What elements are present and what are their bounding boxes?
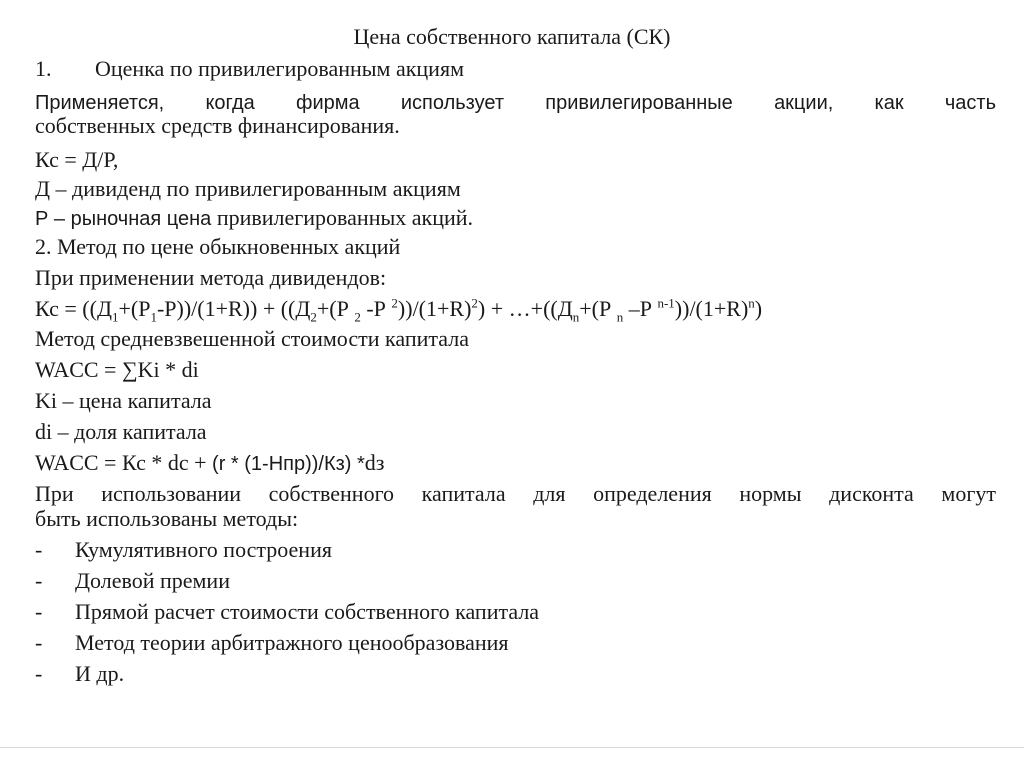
wacc-formula2-b: (r * (1-Нпр))/Кз) * [212, 453, 365, 475]
formula-superscript: 2 [471, 295, 478, 311]
wacc-formula1: WACC = ∑Ki * di [35, 357, 199, 382]
wacc-formula2-a: WACC = Кс * dс + [35, 450, 213, 475]
section1-heading [35, 56, 464, 82]
def-p-suffix: привилегированных акций. [211, 205, 474, 230]
formula-part: +(Р [118, 296, 151, 321]
list-item-text: Прямой расчет стоимости собственного капитала [75, 599, 540, 624]
formula-superscript: 2 [391, 295, 398, 311]
formula-part: ))/(1+R) [674, 296, 749, 321]
formula-part: +(Р [316, 296, 355, 321]
section1-intro-line1: Применяется, когда фирма использует привилегированные акции, как часть [35, 92, 996, 114]
wacc-def-ki: Ki – цена капитала [35, 388, 212, 413]
formula-subscript: 1 [150, 309, 157, 325]
formula-part: ))/(1+R) [397, 296, 472, 321]
list-item-text: И др. [75, 661, 125, 686]
bullet-dash: - [35, 599, 43, 624]
wacc-formula2-c: dз [364, 450, 385, 475]
section1-heading-text: Оценка по привилегированным акциям [95, 56, 464, 81]
wacc-def-di: di – доля капитала [35, 419, 207, 444]
formula-part: Кс = ((Д [35, 296, 112, 321]
section1-formula: Кс = Д/Р, [35, 147, 119, 172]
section1-def-p [35, 205, 473, 232]
section1-intro-line2: собственных средств финансирования. [35, 113, 400, 138]
wacc-heading: Метод средневзвешенной стоимости капитала [35, 326, 469, 351]
bullet-dash: - [35, 537, 43, 562]
slide-title: Цена собственного капитала (СК) [353, 24, 671, 49]
wacc-formula2 [35, 450, 385, 477]
formula-subscript: 2 [310, 309, 317, 325]
bullet-dash: - [35, 661, 43, 686]
methods-list-item [35, 599, 539, 625]
section1-def-d: Д – дивиденд по привилегированным акциям [35, 176, 461, 201]
formula-part: -Р))/(1+R)) + ((Д [156, 296, 311, 321]
formula-part: ) [754, 296, 763, 321]
formula-part: -Р [360, 296, 392, 321]
formula-superscript: n [748, 295, 755, 311]
section2-heading: 2. Метод по цене обыкновенных акций [35, 234, 401, 259]
formula-subscript: n [572, 309, 580, 325]
formula-part: ) + …+((Д [477, 296, 573, 321]
dividends-intro: При применении метода дивидендов: [35, 265, 387, 290]
methods-list-item [35, 630, 509, 656]
methods-list-item [35, 537, 332, 563]
section1-number: 1. [35, 56, 52, 81]
formula-subscript: n [616, 309, 624, 325]
methods-list-item [35, 568, 230, 594]
list-item-text: Метод теории арбитражного ценообразования [75, 630, 509, 655]
methods-intro-line2: быть использованы методы: [35, 506, 299, 531]
bullet-dash: - [35, 630, 43, 655]
formula-subscript: 1 [111, 309, 119, 325]
bottom-divider [0, 747, 1024, 748]
dividends-formula [35, 295, 763, 325]
bullet-dash: - [35, 568, 43, 593]
formula-part: +(Р [579, 296, 617, 321]
def-p-prefix: Р – рыночная цена [35, 208, 212, 230]
list-item-text: Кумулятивного построения [75, 537, 332, 562]
formula-superscript: n-1 [657, 295, 675, 311]
methods-intro-line1: При использовании собственного капитала для определения нормы дисконта могут [35, 481, 996, 506]
formula-part: –Р [623, 296, 658, 321]
list-item-text: Долевой премии [75, 568, 230, 593]
formula-subscript: 2 [354, 309, 361, 325]
methods-list-item [35, 661, 124, 687]
